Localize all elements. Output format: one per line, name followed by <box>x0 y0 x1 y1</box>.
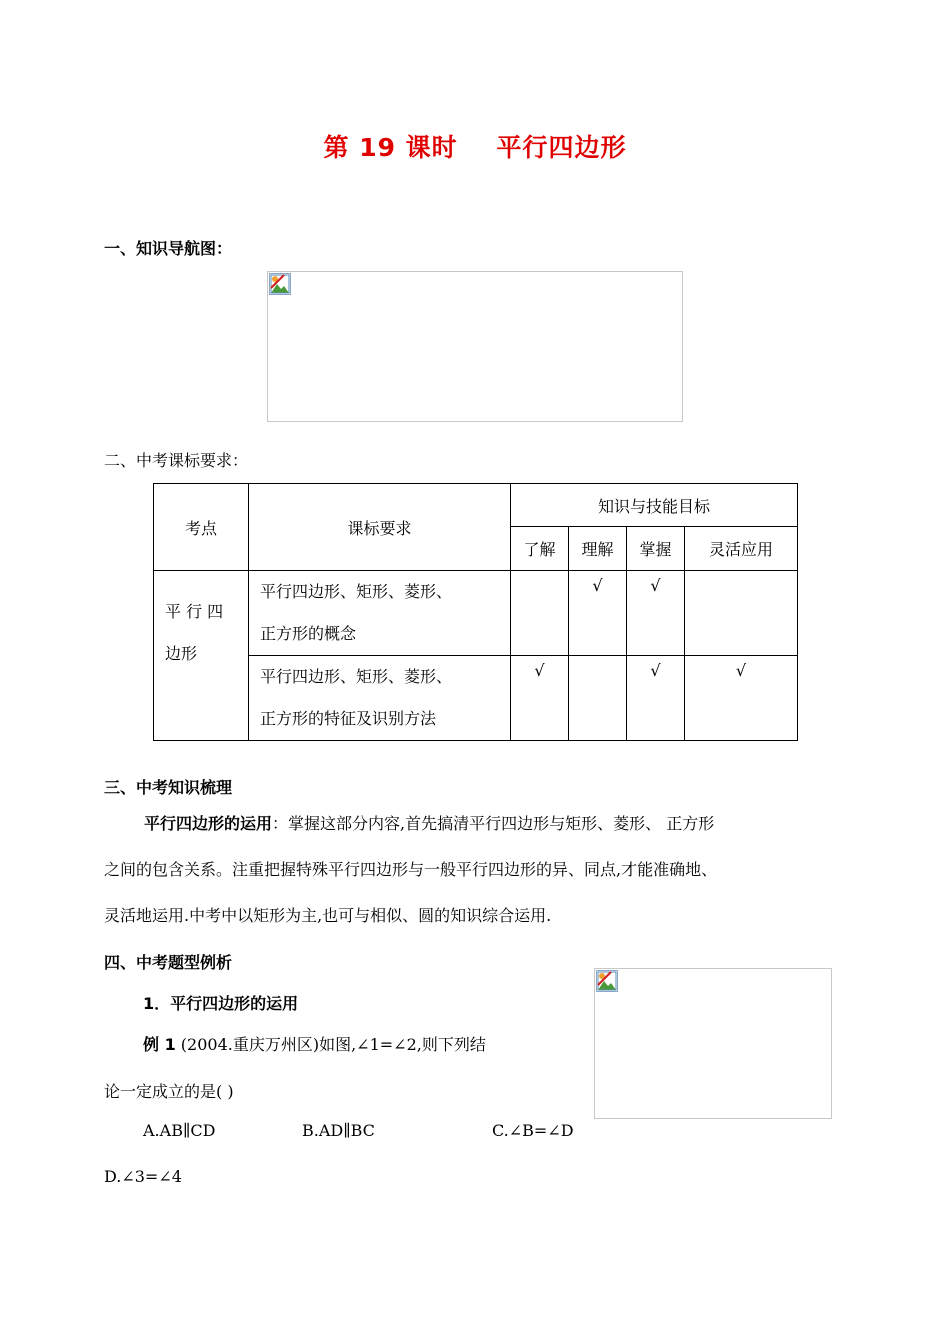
mark-1-liaojie <box>511 571 569 656</box>
requirement-1-line-1: 平行四边形、矩形、菱形、 <box>260 582 453 601</box>
mark-2-linghuo: √ <box>685 656 798 741</box>
subsection-parallelogram-usage: 1．平行四边形的运用 <box>143 994 299 1013</box>
requirement-1-line-2: 正方形的概念 <box>260 624 357 643</box>
requirement-cell-2 <box>249 656 511 741</box>
requirement-2-line-1: 平行四边形、矩形、菱形、 <box>260 667 453 686</box>
mark-2-liaojie: √ <box>511 656 569 741</box>
subheader-liaojie: 了解 <box>511 527 569 571</box>
example-line-1: 例 1 (2004.重庆万州区)如图,∠1=∠2,则下列结 <box>143 1035 486 1054</box>
curriculum-table <box>153 483 798 741</box>
subheader-zhangwo: 掌握 <box>627 527 685 571</box>
example-figure-image <box>594 968 832 1119</box>
topic-line-2: 边形 <box>165 644 198 663</box>
header-goal: 知识与技能目标 <box>511 484 798 527</box>
mark-1-lijie: √ <box>569 571 627 656</box>
header-kaodian: 考点 <box>154 484 249 571</box>
page-title: 第 19 课时 平行四边形 <box>323 133 627 162</box>
subheader-lijie: 理解 <box>569 527 627 571</box>
example-line-2: 论一定成立的是( ) <box>104 1082 234 1101</box>
mark-2-lijie <box>569 656 627 741</box>
section-heading-knowledge-map: 一、知识导航图： <box>104 239 233 258</box>
topic-line-1: 平 行 四 <box>165 602 224 621</box>
mark-2-zhangwo: √ <box>627 656 685 741</box>
review-line-1: 平行四边形的运用：掌握这部分内容,首先搞清平行四边形与矩形、菱形、 正方形 <box>144 814 715 833</box>
broken-image-icon <box>596 970 618 992</box>
review-lead: 平行四边形的运用 <box>144 814 273 833</box>
option-a: A.AB∥CD <box>143 1121 216 1140</box>
option-b: B.AD∥BC <box>302 1121 375 1140</box>
section-heading-curriculum: 二、中考课标要求： <box>104 451 249 470</box>
option-c: C.∠B=∠D <box>492 1121 574 1140</box>
review-paragraph <box>104 801 717 939</box>
requirement-cell-1 <box>249 571 511 656</box>
requirement-2-line-2: 正方形的特征及识别方法 <box>260 709 437 728</box>
section-heading-examples: 四、中考题型例析 <box>104 953 233 972</box>
knowledge-map-image <box>267 271 683 422</box>
section-heading-knowledge-review: 三、中考知识梳理 <box>104 778 233 797</box>
topic-cell <box>154 571 249 741</box>
mark-1-linghuo <box>685 571 798 656</box>
review-line-2: 之间的包含关系。注重把握特殊平行四边形与一般平行四边形的异、同点,才能准确地、 <box>104 860 718 879</box>
broken-image-icon <box>269 273 291 295</box>
subheader-linghuo: 灵活应用 <box>685 527 798 571</box>
example-label: 例 1 <box>143 1035 176 1054</box>
mark-1-zhangwo: √ <box>627 571 685 656</box>
option-d: D.∠3=∠4 <box>104 1167 182 1186</box>
header-kebiao: 课标要求 <box>249 484 511 571</box>
review-line-3: 灵活地运用.中考中以矩形为主,也可与相似、圆的知识综合运用. <box>104 906 552 925</box>
